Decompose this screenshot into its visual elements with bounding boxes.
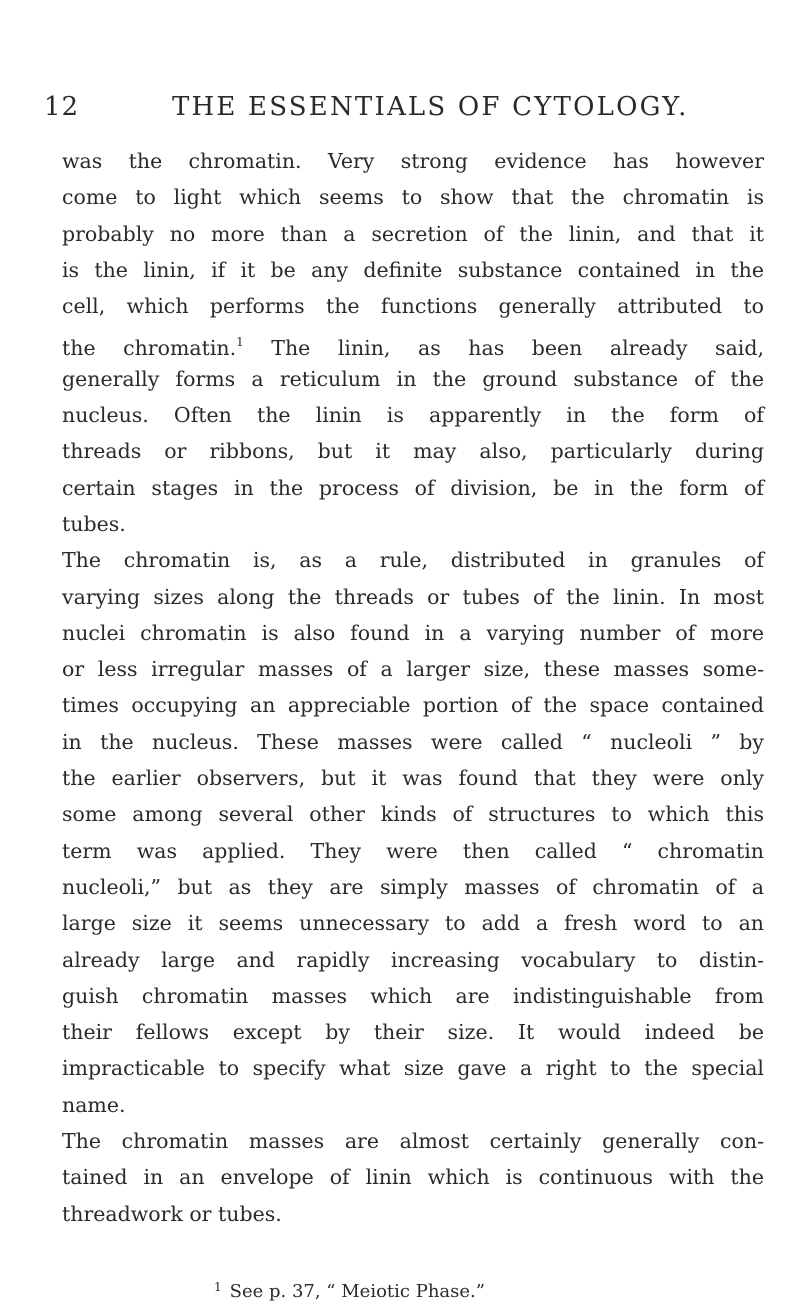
text-line: certain stages in the process of division, be in the form of <box>62 475 764 500</box>
text-line: threads or ribbons, but it may also, particularly during <box>62 439 764 464</box>
text-line: The chromatin is, as a rule, distributed in granules of <box>62 548 764 573</box>
text-line: large size it seems unnecessary to add a fresh word to an <box>62 911 764 936</box>
footnote-text: See p. 37, “ Meiotic Phase.” <box>229 1281 485 1302</box>
text-fragment: The linin, as has been already said, <box>243 336 764 361</box>
text-line: guish chromatin masses which are indistinguishable from <box>62 983 764 1008</box>
footnote-reference: 1 <box>236 335 244 350</box>
body-text <box>62 143 764 1232</box>
text-line: the earlier observers, but it was found that they were only <box>62 766 764 791</box>
footnote <box>214 1280 485 1302</box>
text-line: varying sizes along the threads or tubes of the linin. In most <box>62 584 764 609</box>
text-line: nuclei chromatin is also found in a varying number of more <box>62 620 764 645</box>
text-line: The chromatin masses are almost certainly generally con- <box>62 1129 764 1154</box>
text-line: is the linin, if it be any definite substance contained in the <box>62 257 764 282</box>
text-line: come to light which seems to show that the chromatin is <box>62 185 764 210</box>
text-line: threadwork or tubes. <box>62 1201 282 1226</box>
footnote-mark: 1 <box>214 1280 222 1294</box>
text-line: their fellows except by their size. It would indeed be <box>62 1020 764 1045</box>
running-title: THE ESSENTIALS OF CYTOLOGY. <box>172 92 689 122</box>
text-fragment: the chromatin. <box>62 336 237 361</box>
text-line: tained in an envelope of linin which is continuous with the <box>62 1165 764 1190</box>
text-line: already large and rapidly increasing vocabulary to distin- <box>62 947 764 972</box>
text-line: some among several other kinds of structures to which this <box>62 802 764 827</box>
running-header <box>44 92 764 126</box>
text-line: cell, which performs the functions generally attributed to <box>62 294 764 319</box>
text-line: generally forms a reticulum in the ground substance of the <box>62 366 764 391</box>
text-line: times occupying an appreciable portion of the space contained <box>62 693 764 718</box>
text-line: tubes. <box>62 511 126 536</box>
text-line: was the chromatin. Very strong evidence has however <box>62 149 764 173</box>
page-number: 12 <box>44 92 80 122</box>
text-line: nucleoli,” but as they are simply masses of chromatin of a <box>62 874 764 899</box>
text-line: name. <box>62 1092 126 1117</box>
text-line: or less irregular masses of a larger size, these masses some- <box>62 657 764 682</box>
text-line: probably no more than a secretion of the linin, and that it <box>62 221 764 246</box>
text-line: impracticable to specify what size gave a right to the special <box>62 1056 764 1081</box>
text-line-with-footnote-ref <box>62 324 764 360</box>
text-line: in the nucleus. These masses were called “ nucleoli ” by <box>62 729 764 754</box>
text-line: term was applied. They were then called “ chromatin <box>62 838 764 863</box>
text-line: nucleus. Often the linin is apparently in the form of <box>62 403 764 428</box>
